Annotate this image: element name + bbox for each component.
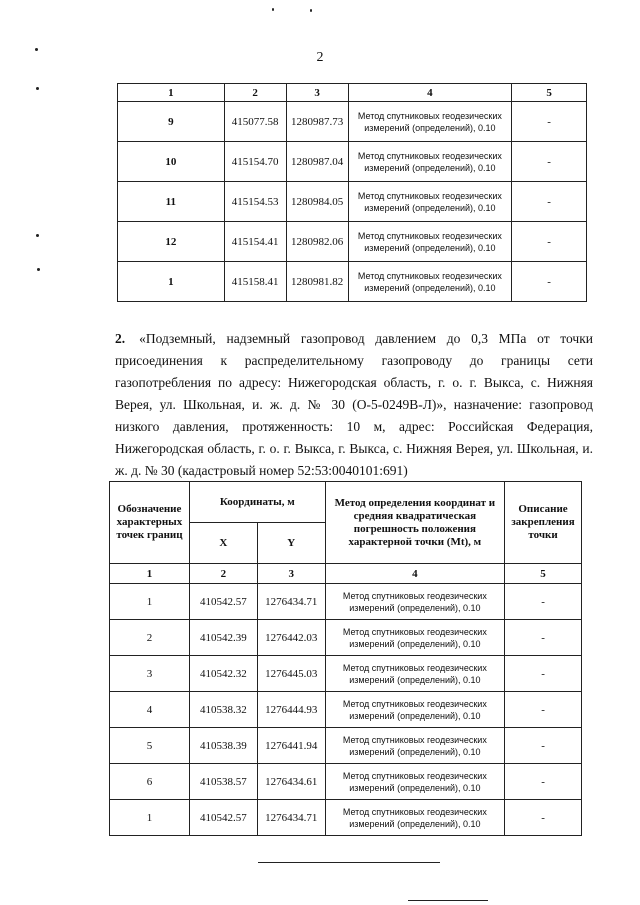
point-number: 5 — [110, 728, 190, 764]
table-row — [118, 182, 587, 222]
page-number: 2 — [316, 50, 324, 65]
paragraph-text: «Подземный, надземный газопровод давлением до 0,3 МПа от точки присоединения к распределительному газопроводу до границы сети газопотребления по адресу: Нижегородская область, г. о. г. Выкса, с. Нижняя Верея, ул. Школьная, и. ж. д. № 30 (О-5-0249В-Л)», назначение: газопровод низкого давления, протяженность: 10 м, адрес: Российская Федерация, Нижегородская область, г. о. г. Выкса, г. Выкса, с. Нижняя Верея, ул. Школьная, и. ж. д. № 30 (кадастровый номер 52:53:0040101:691) — [115, 331, 593, 478]
method: Метод спутниковых геодезических измерений (определений), 0.10 — [325, 728, 504, 764]
coordinates-table — [109, 481, 582, 836]
coord-y: 1276444.93 — [257, 692, 325, 728]
point-number: 2 — [110, 620, 190, 656]
header-description: Описание закрепления точки — [505, 482, 582, 564]
description: - — [505, 584, 582, 620]
method: Метод спутниковых геодезических измерений (определений), 0.10 — [348, 182, 512, 222]
description: - — [505, 620, 582, 656]
coord-x: 410542.57 — [189, 584, 257, 620]
table-row — [118, 262, 587, 302]
scan-artifact-dot — [310, 9, 312, 12]
description: - — [512, 222, 587, 262]
footer-divider — [258, 862, 440, 863]
method: Метод спутниковых геодезических измерений (определений), 0.10 — [325, 584, 504, 620]
point-number: 1 — [110, 800, 190, 836]
point-number: 4 — [110, 692, 190, 728]
header-coordinates: Координаты, м — [189, 482, 325, 523]
method: Метод спутниковых геодезических измерений (определений), 0.10 — [325, 692, 504, 728]
description: - — [512, 102, 587, 142]
description: - — [505, 656, 582, 692]
coord-y: 1276442.03 — [257, 620, 325, 656]
object-description-paragraph — [115, 328, 593, 482]
scan-artifact-dot — [35, 48, 38, 51]
description: - — [505, 800, 582, 836]
coord-y: 1280982.06 — [286, 222, 348, 262]
point-number: 6 — [110, 764, 190, 800]
coord-y: 1276434.71 — [257, 584, 325, 620]
table-row — [110, 656, 582, 692]
table-row — [118, 102, 587, 142]
description: - — [505, 692, 582, 728]
method: Метод спутниковых геодезических измерений (определений), 0.10 — [325, 620, 504, 656]
table1-index-cell: 1 — [118, 84, 225, 102]
coord-y: 1280981.82 — [286, 262, 348, 302]
coord-x: 415154.53 — [224, 182, 286, 222]
table-row — [110, 764, 582, 800]
table-row — [110, 620, 582, 656]
coord-y: 1280984.05 — [286, 182, 348, 222]
coord-y: 1276441.94 — [257, 728, 325, 764]
table2-index-cell: 4 — [325, 564, 504, 584]
coord-y: 1276434.71 — [257, 800, 325, 836]
header-x: X — [189, 523, 257, 564]
table1-index-cell: 2 — [224, 84, 286, 102]
table-row — [110, 800, 582, 836]
description: - — [512, 182, 587, 222]
coord-x: 410538.39 — [189, 728, 257, 764]
table1-index-cell: 3 — [286, 84, 348, 102]
table-row — [110, 728, 582, 764]
table-row — [110, 692, 582, 728]
method: Метод спутниковых геодезических измерений (определений), 0.10 — [348, 142, 512, 182]
coord-x: 415154.41 — [224, 222, 286, 262]
point-number: 3 — [110, 656, 190, 692]
description: - — [505, 764, 582, 800]
table-row — [118, 142, 587, 182]
table1-index-cell: 5 — [512, 84, 587, 102]
point-number: 1 — [118, 262, 225, 302]
scan-artifact-dot — [272, 8, 274, 11]
point-number: 11 — [118, 182, 225, 222]
table2-index-cell: 3 — [257, 564, 325, 584]
table2-index-cell: 5 — [505, 564, 582, 584]
footer-divider — [408, 900, 488, 901]
header-point-designation: Обозначение характерных точек границ — [110, 482, 190, 564]
table-row — [118, 222, 587, 262]
coord-y: 1276434.61 — [257, 764, 325, 800]
method: Метод спутниковых геодезических измерений (определений), 0.10 — [348, 222, 512, 262]
scan-artifact-dot — [37, 268, 40, 271]
coordinates-table-continued — [117, 83, 587, 302]
table2-index-row — [110, 564, 582, 584]
coord-x: 410538.32 — [189, 692, 257, 728]
paragraph-number: 2. — [115, 331, 126, 346]
coord-x: 415154.70 — [224, 142, 286, 182]
coord-x: 410542.57 — [189, 800, 257, 836]
method: Метод спутниковых геодезических измерений (определений), 0.10 — [348, 102, 512, 142]
description: - — [505, 728, 582, 764]
method: Метод спутниковых геодезических измерений (определений), 0.10 — [325, 656, 504, 692]
table1-index-row — [118, 84, 587, 102]
table-row — [110, 584, 582, 620]
method: Метод спутниковых геодезических измерений (определений), 0.10 — [348, 262, 512, 302]
coord-y: 1276445.03 — [257, 656, 325, 692]
table2-index-cell: 1 — [110, 564, 190, 584]
scan-artifact-dot — [36, 87, 39, 90]
point-number: 1 — [110, 584, 190, 620]
point-number: 10 — [118, 142, 225, 182]
table2-index-cell: 2 — [189, 564, 257, 584]
coord-x: 410538.57 — [189, 764, 257, 800]
method: Метод спутниковых геодезических измерений (определений), 0.10 — [325, 764, 504, 800]
coord-y: 1280987.04 — [286, 142, 348, 182]
coord-x: 410542.32 — [189, 656, 257, 692]
coord-x: 415077.58 — [224, 102, 286, 142]
point-number: 12 — [118, 222, 225, 262]
table1-index-cell: 4 — [348, 84, 512, 102]
description: - — [512, 142, 587, 182]
point-number: 9 — [118, 102, 225, 142]
description: - — [512, 262, 587, 302]
header-y: Y — [257, 523, 325, 564]
coord-y: 1280987.73 — [286, 102, 348, 142]
header-method: Метод определения координат и средняя квадратическая погрешность положения характерной точки (Mt), м — [325, 482, 504, 564]
coord-x: 410542.39 — [189, 620, 257, 656]
scan-artifact-dot — [36, 234, 39, 237]
table2-header-row — [110, 482, 582, 523]
method: Метод спутниковых геодезических измерений (определений), 0.10 — [325, 800, 504, 836]
coord-x: 415158.41 — [224, 262, 286, 302]
